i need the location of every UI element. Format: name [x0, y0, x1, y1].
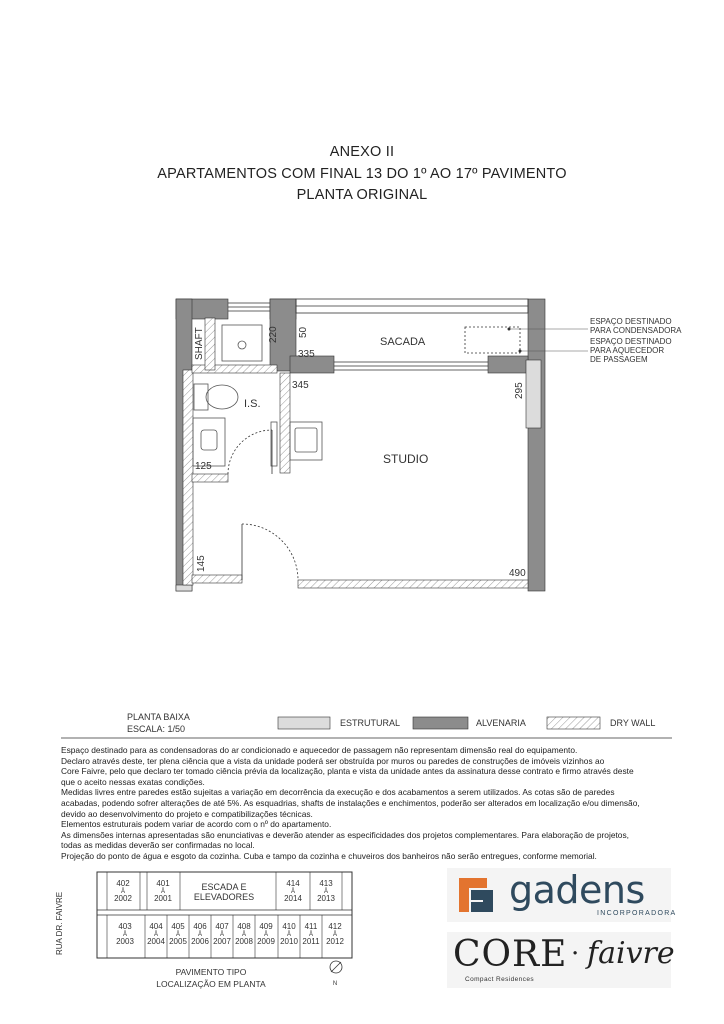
compact-residences: Compact Residences — [465, 976, 534, 983]
keyplan-unit-bottom-b: 2010 — [280, 937, 298, 946]
note-line: que o aceito nessas exatas condições. — [61, 776, 205, 787]
keyplan-unit-top-b: 2014 — [284, 894, 302, 903]
core-faivre-logo — [447, 932, 675, 988]
callout-condensadora-2: PARA CONDENSADORA — [590, 326, 682, 335]
note-line: todas as medidas deverão ser confirmadas no local. — [61, 840, 255, 851]
keyplan-unit-bottom-a: 408 — [237, 922, 251, 931]
callout-aquecedor-2: PARA AQUECEDOR — [590, 346, 665, 355]
note-line: As dimensões internas apresentadas são enunciativas e deverão atender as especificidades dos projetos complementares. Para elaboração de projetos, — [61, 829, 629, 840]
keyplan-unit-arrow: Å — [175, 932, 181, 938]
dim-220: 220 — [268, 326, 279, 343]
keyplan-unit-bottom-b: 2007 — [213, 937, 231, 946]
keyplan-unit-top-b: 2001 — [154, 894, 172, 903]
callout-aquecedor-1: ESPAÇO DESTINADO — [590, 337, 672, 346]
keyplan-unit-arrow: Å — [286, 932, 292, 938]
room-studio: STUDIO — [383, 452, 429, 466]
keyplan-unit-arrow: Å — [122, 932, 128, 938]
room-shaft: SHAFT — [194, 327, 205, 360]
keyplan-unit-bottom-b: 2003 — [116, 937, 134, 946]
title-line-2: APARTAMENTOS COM FINAL 13 DO 1º AO 17º PAVIMENTO — [157, 165, 567, 182]
keyplan-unit-bottom-a: 405 — [171, 922, 185, 931]
keyplan-unit-arrow: Å — [219, 932, 225, 938]
keyplan-unit-bottom-a: 411 — [304, 922, 318, 931]
keyplan-unit-arrow: Å — [290, 889, 296, 895]
keyplan-unit-bottom-b: 2012 — [326, 937, 344, 946]
keyplan-unit-bottom-b: 2011 — [302, 937, 320, 946]
dim-145: 145 — [196, 555, 207, 572]
keyplan-unit-arrow: Å — [241, 932, 247, 938]
notes — [61, 745, 671, 862]
gadens-incorporadora: INCORPORADORA — [597, 910, 677, 917]
callout-condensadora-1: ESPAÇO DESTINADO — [590, 317, 672, 326]
legend-label-alvenaria: ALVENARIA — [476, 718, 526, 728]
keyplan-unit-arrow: Å — [308, 932, 314, 938]
keyplan-caption-2: LOCALIZAÇÃO EM PLANTA — [156, 979, 266, 989]
dim-295: 295 — [514, 382, 525, 399]
keyplan-unit-bottom-a: 412 — [328, 922, 342, 931]
keyplan-unit-top-b: 2013 — [317, 894, 335, 903]
callout-aquecedor-3: DE PASSAGEM — [590, 355, 648, 364]
pillar-bottom-left — [176, 585, 192, 591]
keyplan-unit-arrow: Å — [120, 889, 126, 895]
legend-swatch-alvenaria — [413, 717, 468, 729]
note-line: acabadas, podendo sofrer alterações de até 5%. As esquadrias, shafts de instalações e enchimentos, poderão ser alterados em localização e/ou dimensão, — [61, 797, 640, 808]
keyplan-unit-bottom-b: 2006 — [191, 937, 209, 946]
keyplan-unit-bottom-a: 404 — [149, 922, 163, 931]
keyplan-unit-bottom-b: 2004 — [147, 937, 165, 946]
legend-plan-label: PLANTA BAIXA — [127, 712, 190, 722]
note-line: Elementos estruturais podem variar de acordo com o nº do apartamento. — [61, 819, 332, 830]
note-line: devido ao desenvolvimento do projeto e compatibilizações técnicas. — [61, 808, 313, 819]
keyplan-unit-arrow: Å — [197, 932, 203, 938]
dim-50: 50 — [298, 326, 309, 338]
legend-swatch-drywall — [547, 717, 600, 729]
legend-label-drywall: DRY WALL — [610, 718, 656, 728]
keyplan-unit-bottom-a: 403 — [118, 922, 132, 931]
note-line: Projeção do ponto de água e esgoto da cozinha. Cuba e tampo da cozinha e chuveiros dos banheiros não serão entregues, conforme memorial. — [61, 850, 597, 861]
keyplan-unit-arrow: Å — [153, 932, 159, 938]
keyplan-north: N — [332, 981, 338, 987]
keyplan-unit-bottom-b: 2005 — [169, 937, 187, 946]
core-dot: · — [571, 939, 580, 969]
keyplan-unit-arrow: Å — [332, 932, 338, 938]
dim-335: 335 — [298, 349, 315, 360]
room-is: I.S. — [244, 398, 261, 410]
title-line-3: PLANTA ORIGINAL — [296, 187, 428, 203]
shower-box — [193, 418, 225, 466]
keyplan-escada-1: ESCADA E — [201, 882, 247, 892]
keyplan-escada-2: ELEVADORES — [193, 892, 255, 902]
keyplan-unit-bottom-a: 406 — [193, 922, 207, 931]
legend-swatch-estrutural — [278, 717, 330, 729]
legend-scale-label: ESCALA: 1/50 — [127, 724, 186, 734]
keyplan-caption-1: PAVIMENTO TIPO — [175, 967, 247, 977]
keyplan-unit-top-b: 2002 — [114, 894, 132, 903]
gadens-wordmark: gadens — [509, 868, 645, 912]
keyplan-unit-bottom-a: 407 — [215, 922, 229, 931]
dim-125: 125 — [195, 461, 212, 472]
room-sacada: SACADA — [380, 336, 426, 348]
legend — [61, 712, 672, 738]
keyplan-unit-top-a: 401 — [156, 879, 170, 888]
legend-label-estrutural: ESTRUTURAL — [340, 718, 401, 728]
core-wordmark: CORE — [453, 934, 568, 975]
gadens-logo — [447, 868, 677, 922]
drywall-walls — [183, 318, 528, 588]
note-line: Espaço destinado para as condensadoras do ar condicionado e aquecedor de passagem não representam dimensão real do equipamento. — [61, 745, 578, 755]
keyplan — [55, 872, 352, 989]
washbasin — [222, 325, 262, 361]
keyplan-unit-bottom-a: 409 — [259, 922, 273, 931]
note-line: Declaro através deste, ter plena ciência que a vista da unidade poderá ser obstruída por muros ou paredes de construções de imóveis vizinhos ao — [61, 755, 605, 766]
keyplan-unit-bottom-a: 410 — [282, 922, 296, 931]
faivre-wordmark: faivre — [587, 936, 675, 971]
toilet-bowl — [206, 385, 238, 409]
keyplan-unit-bottom-b: 2009 — [257, 937, 275, 946]
keyplan-unit-top-a: 413 — [319, 879, 333, 888]
keyplan-unit-bottom-b: 2008 — [235, 937, 253, 946]
pillar-right — [526, 360, 541, 428]
gadens-mark-icon — [451, 872, 501, 918]
wall-sacada-bottom-right — [488, 356, 528, 373]
keyplan-unit-top-a: 414 — [286, 879, 300, 888]
keyplan-unit-arrow: Å — [160, 889, 166, 895]
note-line: Medidas livres entre paredes estão sujeitas a variação em decorrência da execução e dos acabamentos a serem utilizados. As cotas são de paredes — [61, 787, 615, 798]
alvenaria-walls — [176, 299, 545, 591]
keyplan-unit-top-a: 402 — [116, 879, 130, 888]
dim-490: 490 — [509, 568, 526, 579]
keyplan-unit-arrow: Å — [323, 889, 329, 895]
estrutural-elements — [176, 360, 541, 591]
title-line-1: ANEXO II — [329, 144, 395, 160]
wall-right-outer — [528, 299, 545, 591]
note-line: Core Faivre, pelo que declaro ter tomado ciência prévia da localização, planta e vista da unidade antes da assinatura desse contrato e firmo através deste — [61, 766, 634, 777]
keyplan-street: RUA DR. FAIVRE — [55, 891, 64, 955]
keyplan-unit-arrow: Å — [263, 932, 269, 938]
dim-345: 345 — [292, 380, 309, 391]
